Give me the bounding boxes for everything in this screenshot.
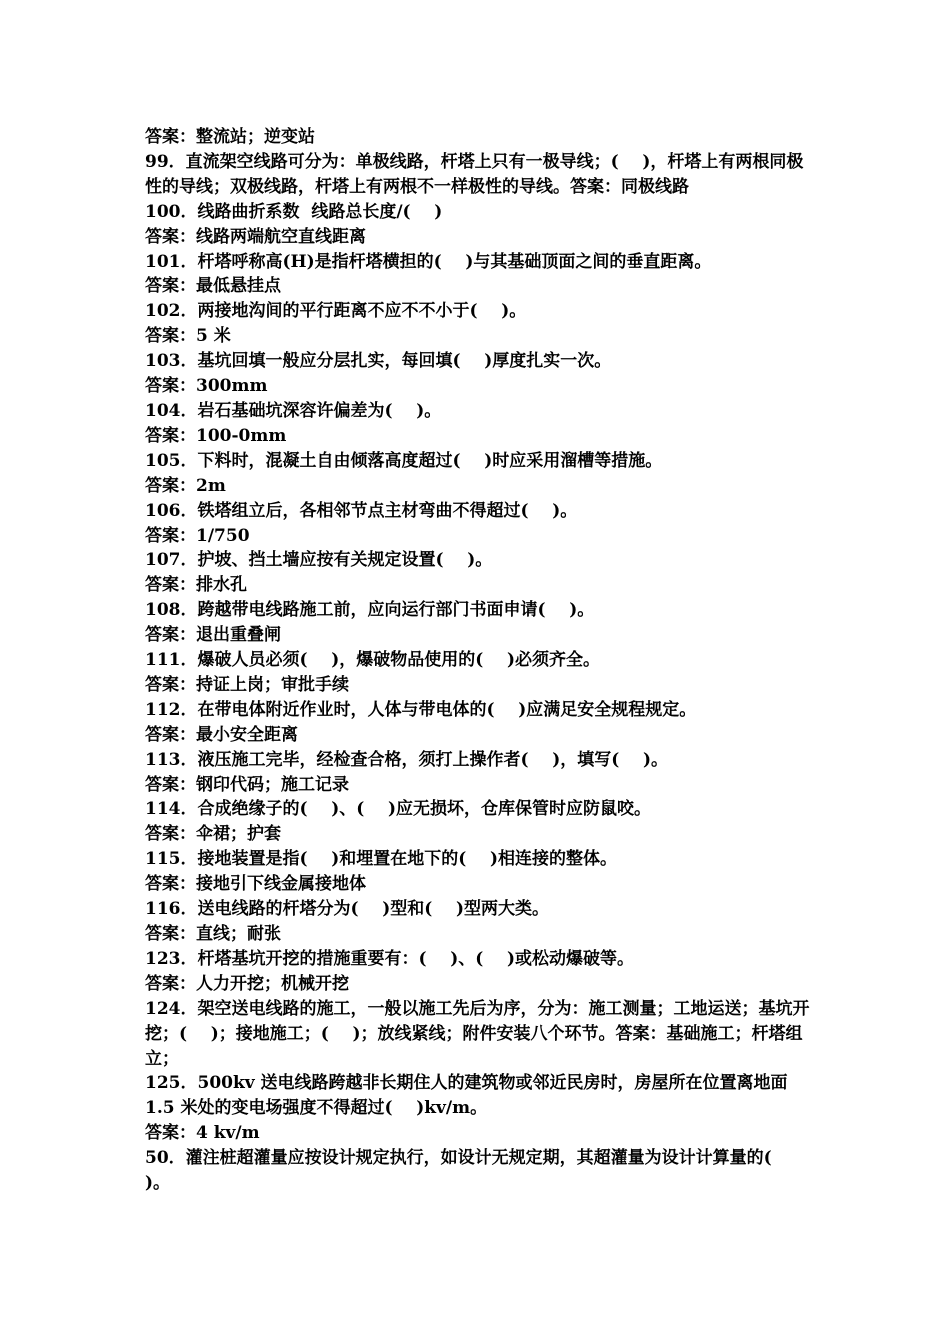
question-line: 105．下料时，混凝土自由倾落高度超过( )时应采用溜槽等措施。 [145,450,663,471]
answer-line: 答案：伞裙；护套 [145,824,281,845]
answer-line: 答案：钢印代码；施工记录 [145,774,349,795]
question-line: 50．灌注桩超灌量应按设计规定执行，如设计无规定期，其超灌量为设计计算量的( )。 [145,1148,796,1194]
answer-line: 答案：持证上岗；审批手续 [145,674,349,695]
answer-line: 答案：人力开挖；机械开挖 [145,973,349,994]
question-line: 113．液压施工完毕，经检查合格，须打上操作者( )，填写( )。 [145,749,669,770]
question-line: 111．爆破人员必须( )，爆破物品使用的( )必须齐全。 [145,650,601,671]
answer-line: 答案：4 kv/m [145,1123,260,1144]
question-line: 102．两接地沟间的平行距离不应不不小于( )。 [145,301,527,322]
question-line: 112．在带电体附近作业时，人体与带电体的( )应满足安全规程规定。 [145,699,697,720]
answer-line: 答案：直线；耐张 [145,924,281,944]
question-line: 125．500kv 送电线路跨越非长期住人的建筑物或邻近民房时，房屋所在位置离地面 1.5 米处的变电场强度不得超过( )kv/m。 [145,1073,800,1119]
answer-line: 答案：最低悬挂点 [145,276,281,297]
answer-line: 答案：整流站；逆变站 [145,127,315,147]
answer-line: 答案：100-0mm [145,425,287,446]
answer-line: 答案：线路两端航空直线距离 [145,226,366,247]
question-line: 124．架空送电线路的施工，一般以施工先后为序，分为：施工测量；工地运送；基坑开挖；( )；接地施工；( )；放线紧线；附件安装八个环节。答案：基础施工；杆塔组立； [145,998,810,1069]
question-line: 100．线路曲折系数 线路总长度/( ) [145,201,443,222]
answer-line: 答案：接地引下线金属接地体 [145,874,366,895]
question-line: 114．合成绝缘子的( )、( )应无损坏，仓库保管时应防鼠咬。 [145,799,652,820]
answer-line: 答案：最小安全距离 [145,724,298,745]
answer-line: 答案：1/750 [145,525,250,546]
answer-line: 答案：退出重叠闸 [145,625,281,646]
question-line: 101．杆塔呼称高(H)是指杆塔横担的( )与其基础顶面之间的垂直距离。 [145,251,712,272]
answer-line: 答案：300mm [145,376,268,397]
question-line: 108．跨越带电线路施工前，应向运行部门书面申请( )。 [145,600,595,621]
question-line: 99．直流架空线路可分为：单极线路，杆塔上只有一极导线；( )，杆塔上有两根同极性的导线；双极线路，杆塔上有两根不一样极性的导线。答案：同极线路 [145,151,804,197]
question-line: 106．铁塔组立后，各相邻节点主材弯曲不得超过( )。 [145,500,578,521]
document-body [145,125,815,1196]
question-line: 123．杆塔基坑开挖的措施重要有：( )、( )或松动爆破等。 [145,948,635,969]
question-line: 104．岩石基础坑深容许偏差为( )。 [145,400,442,421]
question-line: 103．基坑回填一般应分层扎实，每回填( )厚度扎实一次。 [145,351,612,372]
question-line: 107．护坡、挡土墙应按有关规定设置( )。 [145,550,493,571]
question-line: 115．接地装置是指( )和埋置在地下的( )相连接的整体。 [145,849,618,870]
question-line: 116．送电线路的杆塔分为( )型和( )型两大类。 [145,899,550,920]
answer-line: 答案：排水孔 [145,575,247,596]
answer-line: 答案：5 米 [145,326,231,347]
answer-line: 答案：2m [145,475,226,496]
